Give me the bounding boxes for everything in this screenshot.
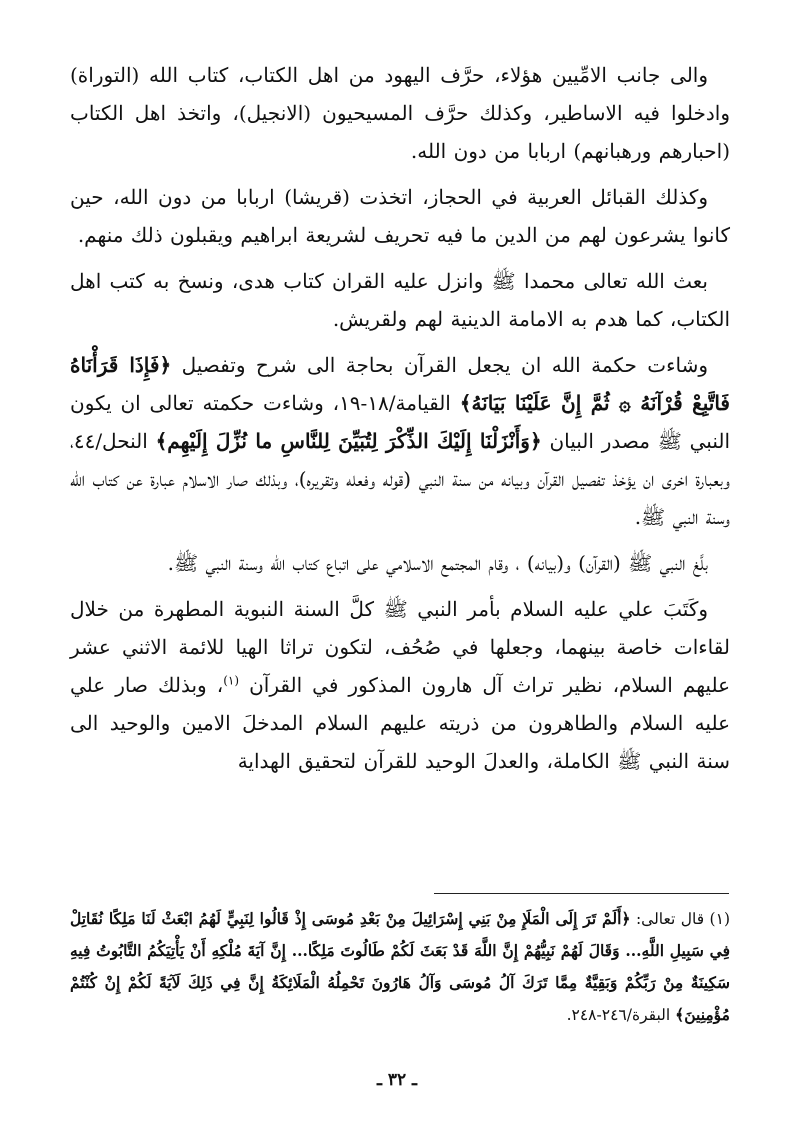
quran-verse-qiyamah: ﴿فَإِذَا قَرَأْنَاهُ فَاتَّبِعْ قُرْآنَهُ ۞ ثُمَّ إِنَّ عَلَيْنَا بَيَانَهُ﴾ [70,353,730,415]
page-body [70,56,730,788]
paragraph-3 [70,262,730,338]
paragraph-6-text-a: وكَتَبَ علي عليه السلام بأمر النبي ﷺ كلَّ السنة النبوية المطهرة من خلال لقاءات خاصة بينهما، وجعلها في صُحُف، لتكون تراثا الهيا للائمة الاثني عشر عليهم السلام، نظير تراث آل هارون المذكور في القرآن [70,597,730,697]
paragraph-3-text: بعث الله تعالى محمدا ﷺ وانزل عليه القران كتاب هدى، ونسخ به كتب اهل الكتاب، كما هدم به الامامة الدينية لهم ولقريش. [70,269,730,331]
paragraph-1 [70,56,730,170]
footnote-verse: ﴿أَلَمْ تَرَ إِلَى الْمَلَإِ مِنْ بَنِي إِسْرَائِيلَ مِنْ بَعْدِ مُوسَى إِذْ قَالُوا لِنَبِيٍّ لَهُمُ ابْعَثْ لَنَا مَلِكًا نُقَاتِلْ فِي سَبِيلِ اللَّهِ... وَقَالَ لَهُمْ نَبِيُّهُمْ إِنَّ اللَّهَ قَدْ بَعَثَ لَكُمْ طَالُوتَ مَلِكًا... إِنَّ آيَةَ مُلْكِهِ أَنْ يَأْتِيَكُمُ التَّابُوتُ فِيهِ سَكِينَةٌ مِنْ رَبِّكُمْ وَبَقِيَّةٌ مِمَّا تَرَكَ آلُ مُوسَى وَآلُ هَارُونَ تَحْمِلُهُ الْمَلَائِكَةُ إِنَّ فِي ذَلِكَ لَآيَةً لَكُمْ إِنْ كُنْتُمْ مُؤْمِنِينَ﴾ [70,909,730,1024]
paragraph-4 [70,346,730,536]
paragraph-4-text-b: القيامة/١٨-١٩، وشاءت حكمته تعالى ان يكون النبي ﷺ مصدر البيان [70,391,730,453]
paragraph-4-text-c: النحل/٤٤، وبعبارة اخرى ان يؤخذ تفصيل القرآن وبيانه من سنة النبي (قوله وفعله وتقريره)، وبذلك صار الاسلام عبارة عن كتاب الله وسنة النبي ﷺ. [70,429,730,529]
paragraph-6-text-b: ، وبذلك صار علي عليه السلام والطاهرون من ذريته عليهم السلام المدخلَ الامين والوحيد الى سنة النبي ﷺ الكاملة، والعدلَ الوحيد للقرآن لتحقيق الهداية [70,673,730,773]
paragraph-4-text-a: وشاءت حكمة الله ان يجعل القرآن بحاجة الى شرح وتفصيل [181,353,709,377]
paragraph-5 [70,544,730,582]
paragraph-2 [70,178,730,254]
paragraph-6 [70,590,730,780]
footnote [70,903,730,1031]
paragraph-1-text: والى جانب الامِّيين هؤلاء، حرَّف اليهود من اهل الكتاب، كتاب الله (التوراة) وادخلوا فيه الاساطير، وكذلك حرَّف المسيحيون (الانجيل)، واتخذ اهل الكتاب (احبارهم ورهبانهم) اربابا من دون الله. [70,63,730,163]
page-number: ـ ٣٢ ـ [376,1070,418,1090]
paragraph-2-text: وكذلك القبائل العربية في الحجاز، اتخذت (قريشا) اربابا من دون الله، حين كانوا يشرعون لهم من الدين ما فيه تحريف لشريعة ابراهيم ويقبلون ذلك منهم. [70,185,730,247]
footnote-number: (١) قال تعالى: [635,910,730,928]
footnote-reference[interactable]: (١) [223,673,240,688]
footnote-divider [434,893,729,894]
quran-verse-nahl: ﴿وَأَنْزَلْنَا إِلَيْكَ الذِّكْرَ لِتُبَيِّنَ لِلنَّاسِ ما نُزِّلَ إِلَيْهِم﴾ [155,429,542,453]
footnote-citation: البقرة/٢٤٦-٢٤٨. [566,1006,671,1024]
paragraph-5-text: بلَّغ النبي ﷺ (القرآن) و(بيانه) ، وقام المجتمع الاسلامي على اتباع كتاب الله وسنة النبي ﷺ. [167,551,708,575]
